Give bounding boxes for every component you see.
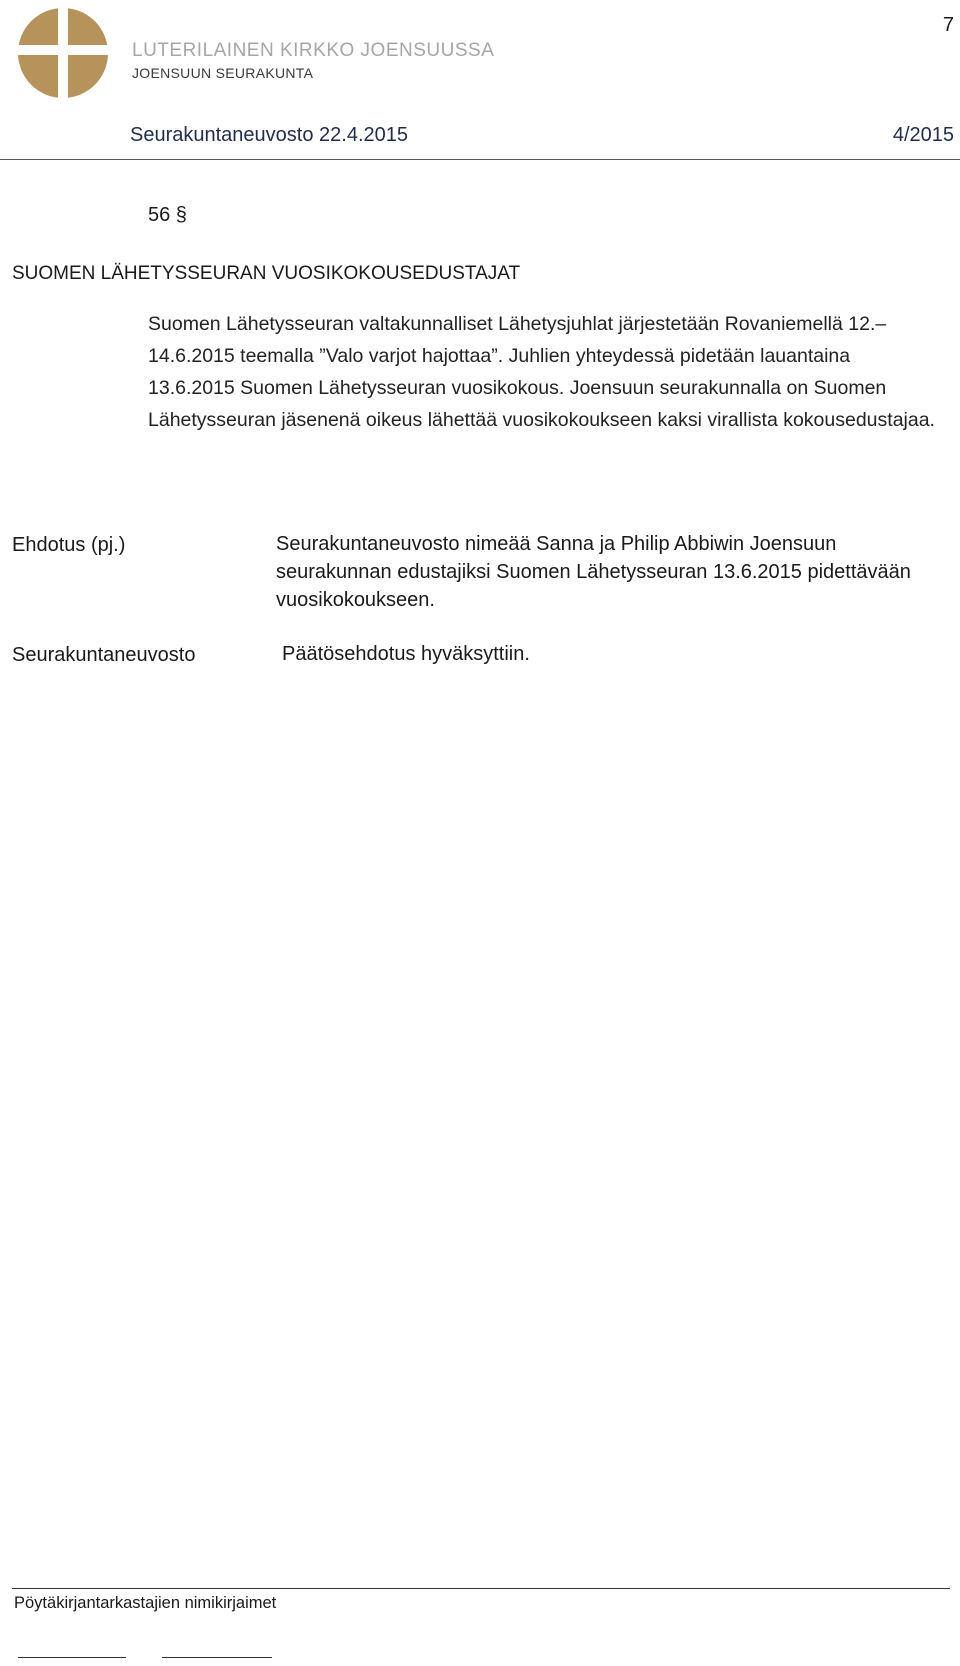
initials-line-2 — [162, 1657, 272, 1658]
section-title: SUOMEN LÄHETYSSEURAN VUOSIKOKOUSEDUSTAJAT — [12, 263, 521, 284]
header-divider — [0, 159, 960, 160]
meeting-title: Seurakuntaneuvosto 22.4.2015 — [130, 124, 408, 146]
proposal-text: Seurakuntaneuvosto nimeää Sanna ja Philip Abbiwin Joensuun seurakunnan edustajiksi Suomen Lähetysseuran 13.6.2015 pidettävään vuosikokoukseen. — [276, 533, 911, 611]
issue-number: 4/2015 — [892, 124, 954, 146]
org-name-line-1: LUTERILAINEN KIRKKO JOENSUUSSA — [132, 40, 495, 61]
cross-circle-emblem-icon — [16, 6, 110, 100]
section-number: 56 § — [148, 204, 187, 226]
decision-label: Seurakuntaneuvosto — [12, 644, 196, 666]
footer-divider — [12, 1588, 950, 1589]
org-name-line-2: JOENSUUN SEURAKUNTA — [132, 65, 314, 81]
proposal-label: Ehdotus (pj.) — [12, 534, 126, 556]
decision-text: Päätösehdotus hyväksyttiin. — [282, 643, 530, 665]
initials-line-1 — [18, 1657, 126, 1658]
page-number: 7 — [942, 14, 954, 36]
footer-initials-label: Pöytäkirjantarkastajien nimikirjaimet — [14, 1594, 277, 1612]
section-body: Suomen Lähetysseuran valtakunnalliset Lähetysjuhlat järjestetään Rovaniemellä 12.–14.6.2015 teemalla ”Valo varjot hajottaa”. Juhlien yhteydessä pidetään lauantaina 13.6.2015 Suomen Lähetysseuran vuosikokous. Joensuun seurakunnalla on Suomen Lähetysseuran jäsenenä oikeus lähettää vuosikokoukseen kaksi virallista kokousedustajaa. — [148, 313, 935, 431]
